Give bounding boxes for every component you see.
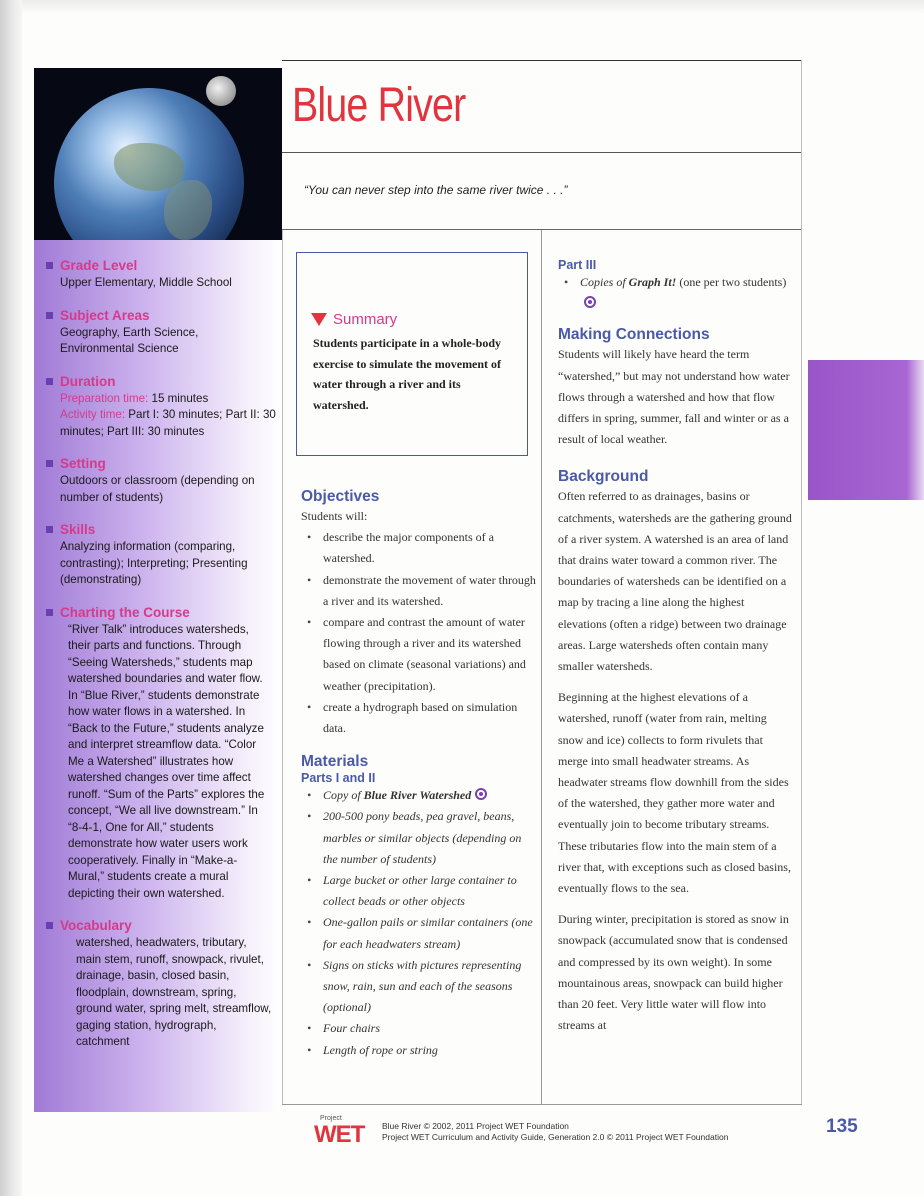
duration-section	[46, 374, 276, 441]
skills-section	[46, 522, 276, 589]
triangle-icon	[311, 313, 327, 326]
column-divider	[282, 230, 283, 1104]
cd-icon	[584, 296, 596, 308]
section-heading: Charting the Course	[60, 604, 190, 620]
copy-prefix: Copy of	[323, 788, 361, 803]
objectives-list	[301, 527, 537, 739]
square-bullet-icon	[46, 262, 53, 269]
sidebar	[46, 258, 276, 1067]
copies-title: Graph It!	[628, 275, 677, 289]
section-text: Analyzing information (comparing, contrasting); Interpreting; Presenting (demonstrating)	[60, 540, 248, 586]
materials-list	[301, 785, 537, 1061]
section-text: watershed, headwaters, tributary, main stem, runoff, snowpack, rivulet, drainage, basin, closed basin, floodplain, downstream, spring, ground water, spring melt, streamflow, gaging station, hydrograph, catchment	[76, 936, 272, 1048]
page-title: Blue River	[292, 79, 466, 132]
page-number: 135	[826, 1116, 858, 1137]
section-text: Upper Elementary, Middle School	[60, 276, 232, 289]
summary-heading: Summary	[333, 311, 398, 328]
setting-section	[46, 456, 276, 506]
copy-title: Blue River Watershed	[363, 788, 472, 803]
column-divider	[541, 230, 542, 1104]
list-item: • One-gallon pails or similar containers (one for each headwaters stream)	[301, 912, 537, 954]
part3-heading: Part III	[558, 258, 597, 272]
prep-label: Preparation time:	[60, 391, 149, 405]
list-item: • 200-500 pony beads, pea gravel, beans, marbles or similar objects (depending on the number of students)	[301, 806, 537, 870]
list-item: • Signs on sticks with pictures representing snow, rain, sun and each of the seasons (optional)	[301, 955, 537, 1019]
section-heading: Duration	[60, 373, 116, 389]
continent-shape	[114, 143, 184, 191]
footer-line: Project WET Curriculum and Activity Guide, Generation 2.0 © 2011 Project WET Foundation	[382, 1132, 729, 1142]
list-item: • create a hydrograph based on simulation data.	[301, 697, 537, 739]
footer-rule	[282, 1104, 802, 1105]
footer-line: Blue River © 2002, 2011 Project WET Foundation	[382, 1121, 569, 1131]
summary-text: Students participate in a whole-body exercise to simulate the movement of water through a river and its watershed.	[313, 336, 502, 412]
grade-level-section	[46, 258, 276, 292]
materials-heading: Materials	[301, 753, 369, 771]
content-rule	[282, 229, 802, 230]
background-paragraph: During winter, precipitation is stored as snow in snowpack (accumulated snow that is condensed and compressed by its own weight). In some mountainous areas, snowpack can build higher than 20 feet. Very little water will flow into streams at	[558, 912, 789, 1033]
earth-globe	[54, 88, 244, 240]
list-item: • Four chairs	[301, 1018, 537, 1039]
epigraph-quote: “You can never step into the same river twice . . .”	[304, 183, 568, 197]
objectives-intro: Students will:	[301, 509, 368, 523]
middle-column	[301, 488, 537, 1061]
vocabulary-section	[46, 918, 276, 1051]
page-edge-tab	[808, 360, 924, 500]
square-bullet-icon	[46, 460, 53, 467]
header-rule	[282, 60, 802, 61]
section-text: “River Talk” introduces watersheds, their parts and functions. Through “Seeing Watersheds,” students map watershed boundaries and water flow. In “Blue River,” students demonstrate how water flows in a watershed. In “Back to the Future,” students analyze and interpret streamflow data. “Color Me a Watershed” illustrates how watershed changes over time affect runoff. “Sum of the Parts” explores the concept, “We all live downstream.” In “8-4-1, One for All,” students demonstrate how water users work cooperatively. Finally in “Make-a-Mural,” students create a mural depicting their own watershed.	[68, 622, 265, 900]
list-item: • describe the major components of a watershed.	[301, 527, 537, 569]
part3-list	[558, 272, 794, 314]
list-item: • Length of rope or string	[301, 1040, 537, 1061]
subject-areas-section	[46, 308, 276, 358]
section-heading: Skills	[60, 522, 96, 537]
footer-copyright	[382, 1121, 728, 1143]
moon	[206, 76, 236, 106]
square-bullet-icon	[46, 922, 53, 929]
section-heading: Vocabulary	[60, 918, 132, 933]
book-spine-shadow	[0, 0, 22, 1196]
cd-icon	[475, 788, 487, 800]
section-text: Geography, Earth Science, Environmental Science	[60, 325, 199, 355]
charting-course-section	[46, 605, 276, 903]
prep-value: 15 minutes	[151, 391, 209, 405]
title-rule	[282, 152, 802, 153]
right-column	[558, 258, 794, 1037]
section-text: Outdoors or classroom (depending on number of students)	[60, 474, 255, 504]
page-top-shadow	[22, 0, 924, 14]
list-item: • demonstrate the movement of water through a river and its watershed.	[301, 570, 537, 612]
earth-photo	[34, 68, 282, 240]
activity-label: Activity time:	[60, 408, 126, 421]
square-bullet-icon	[46, 526, 53, 533]
square-bullet-icon	[46, 312, 53, 319]
logo-big-text: WET	[314, 1121, 365, 1148]
copies-prefix: Copies of	[580, 275, 626, 289]
background-paragraph: Often referred to as drainages, basins or catchments, watersheds are the gathering ground of a river system. A watershed is an area of land that drains water toward a common river. The boundaries of watersheds can be identified on a map by tracing a line along the highest elevations (often a ridge) between two drainage areas. Large watersheds often contain many smaller watersheds.	[558, 489, 792, 674]
section-heading: Setting	[60, 456, 106, 471]
column-divider	[801, 60, 802, 1104]
list-item	[301, 785, 537, 806]
background-heading: Background	[558, 468, 649, 486]
summary-box	[296, 252, 528, 456]
copies-suffix: (one per two students)	[679, 275, 787, 289]
list-item: • compare and contrast the amount of water flowing through a river and its watershed based on climate (seasonal variations) and weather (precipitation).	[301, 612, 537, 697]
section-heading: Grade Level	[60, 258, 138, 273]
connections-heading: Making Connections	[558, 326, 710, 344]
continent-shape	[164, 180, 212, 240]
square-bullet-icon	[46, 378, 53, 385]
list-item: • Large bucket or other large container to collect beads or other objects	[301, 870, 537, 912]
materials-subheading: Parts I and II	[301, 771, 376, 786]
activity-value: Part I: 30 minutes; Part II: 30 minutes; Part III: 30 minutes	[60, 408, 276, 438]
list-item	[558, 272, 794, 314]
objectives-heading: Objectives	[301, 488, 380, 505]
logo-small-text: Project	[320, 1115, 342, 1122]
section-text	[46, 391, 276, 441]
project-wet-logo	[312, 1115, 374, 1151]
section-heading: Subject Areas	[60, 307, 150, 323]
connections-text: Students will likely have heard the term “watershed,” but may not understand how water flows through a watershed and how that flow differs in spring, summer, fall and winter or as a result of local weather.	[558, 347, 790, 447]
square-bullet-icon	[46, 609, 53, 616]
background-paragraph: Beginning at the highest elevations of a watershed, runoff (water from rain, melting snow and ice) collects to form rivulets that merge into small headwater streams. As headwater streams flow downhill from the sides of the watershed, they gather more water and eventually join to become tributary streams. These tributaries flow into the main stem of a river that, with exceptions such as closed basins, eventually flows to the sea.	[558, 690, 791, 896]
